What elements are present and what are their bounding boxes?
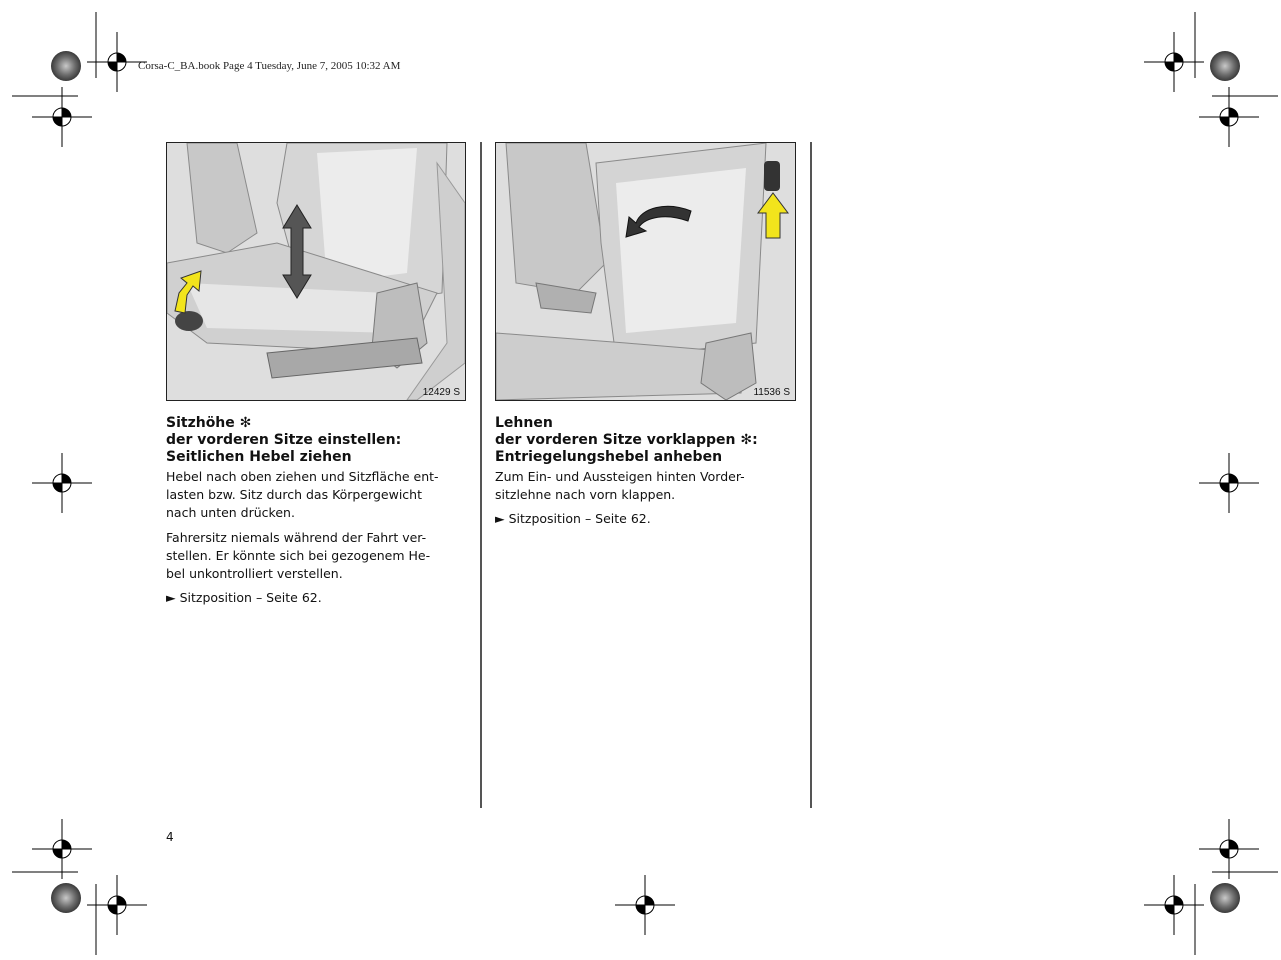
paragraph-driving-warning — [166, 529, 466, 583]
text-line: sitzlehne nach vorn klappen. — [495, 487, 676, 502]
section-heading-backrest — [495, 415, 795, 466]
left-text-column — [166, 415, 466, 607]
section-heading-seat-height — [166, 415, 466, 466]
heading-line: der vorderen Sitze vorklappen ✻: — [495, 432, 758, 448]
seat-height-illustration — [166, 142, 466, 401]
print-meta-header: Corsa-C_BA.book Page 4 Tuesday, June 7, 2005 10:32 AM — [138, 60, 401, 72]
text-line: Fahrersitz niemals während der Fahrt ver- — [166, 530, 427, 545]
seat-height-drawing — [167, 143, 465, 400]
text-line: Hebel nach oben ziehen und Sitzfläche ent- — [166, 469, 439, 484]
cross-reference-seat-position: ► Sitzposition – Seite 62. — [166, 590, 322, 605]
page-number: 4 — [166, 830, 174, 844]
text-line: Zum Ein- und Aussteigen hinten Vorder- — [495, 469, 745, 484]
text-line: bel unkontrolliert verstellen. — [166, 566, 343, 581]
backrest-fold-drawing — [496, 143, 795, 400]
paragraph-fold-instructions — [495, 468, 795, 504]
heading-line: Entriegelungshebel anheben — [495, 449, 723, 465]
heading-line: der vorderen Sitze einstellen: — [166, 432, 402, 448]
figure-code: 11536 S — [753, 387, 790, 398]
heading-line: Lehnen — [495, 415, 553, 431]
column-divider-right — [810, 142, 812, 808]
backrest-fold-illustration — [495, 142, 796, 401]
heading-line: Seitlichen Hebel ziehen — [166, 449, 352, 465]
text-line: nach unten drücken. — [166, 505, 295, 520]
figure-code: 12429 S — [422, 387, 460, 398]
heading-line: Sitzhöhe ✻ — [166, 415, 252, 431]
cross-reference-seat-position: ► Sitzposition – Seite 62. — [495, 511, 651, 526]
right-text-column — [495, 415, 795, 528]
text-line: stellen. Er könnte sich bei gezogenem He- — [166, 548, 431, 563]
paragraph-lever-instructions — [166, 468, 466, 522]
column-divider-left — [480, 142, 482, 808]
text-line: lasten bzw. Sitz durch das Körpergewicht — [166, 487, 422, 502]
